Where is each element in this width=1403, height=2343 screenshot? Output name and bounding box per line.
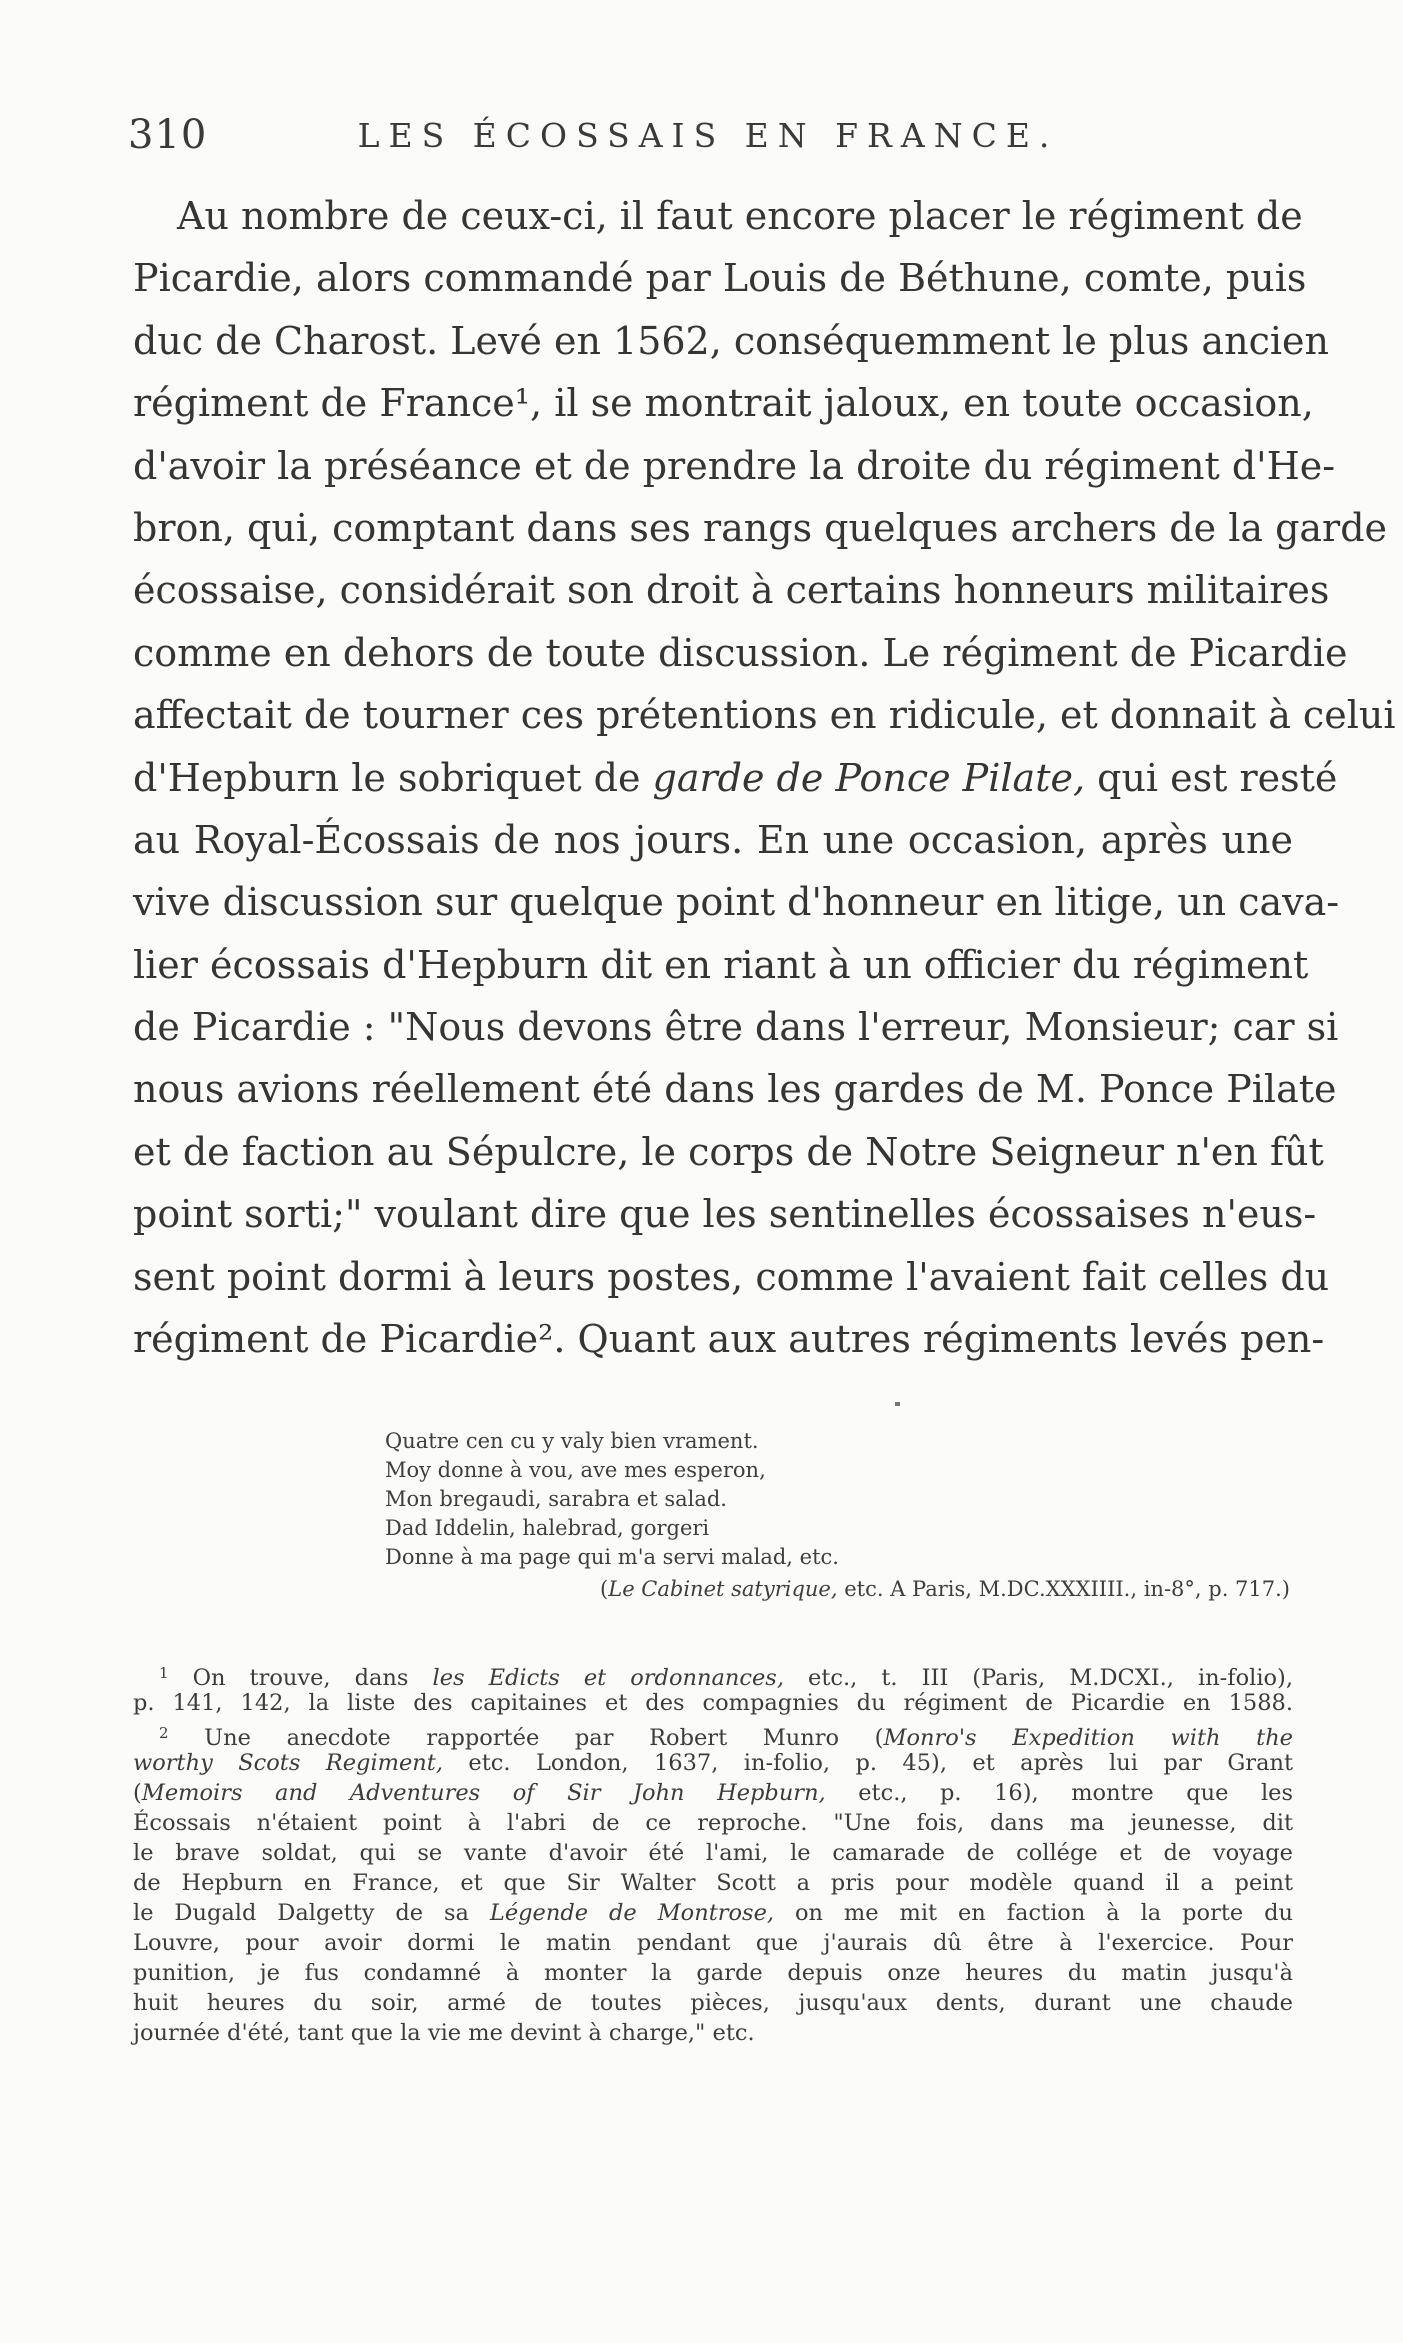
text-line: bron, qui, comptant dans ses rangs quelques archers de la garde [133,505,1388,550]
text-line: régiment de Picardie². Quant aux autres régiments levés pen- [133,1317,1325,1362]
poem-line: Moy donne à vou, ave mes esperon, [385,1458,766,1482]
text-run: ( [133,1780,142,1806]
text-line: lier écossais d'Hepburn dit en riant à un officier du régiment [133,942,1309,987]
running-header [128,112,1288,172]
text-line: affectait de tourner ces prétentions en ridicule, et donnait à celui [133,693,1396,738]
text-line: duc de Charost. Levé en 1562, conséquemment le plus ancien [133,318,1329,363]
footnote-line [133,1688,1293,1718]
text-run: on me mit en faction à la porte du [774,1900,1293,1926]
italic-title: Memoirs and Adventures of Sir John Hepburn, [141,1780,826,1806]
text-line: Au nombre de ceux-ci, il faut encore placer le régiment de [177,194,1303,238]
text-run: qui est resté [1085,755,1338,800]
text-run: etc., p. 16), montre que les [825,1780,1293,1806]
text-line: d'avoir la préséance et de prendre la droite du régiment d'He- [133,443,1336,488]
running-title: LES ÉCOSSAIS EN FRANCE. [357,116,1059,155]
footnote-line [133,1928,1293,1958]
footnote-marker: 1 [159,1664,169,1682]
footnote-line [133,1658,1293,1691]
main-text [133,185,1396,1370]
text-run: On trouve, dans [168,1665,433,1691]
italic-title: Légende de Montrose, [489,1900,775,1926]
text-run: d'Hepburn le sobriquet de [133,755,653,800]
footnotes [133,1658,1293,2048]
text-run: etc. A Paris, M.DC.XXXIIII., in-8°, p. 717.) [837,1577,1290,1601]
poem-line: Donne à ma page qui m'a servi malad, etc. [385,1545,839,1569]
poem-citation [385,1572,1290,1606]
footnote-line [133,1898,1293,1928]
text-line [133,747,1338,809]
text-line: vive discussion sur quelque point d'honneur en litige, un cava- [133,880,1340,925]
text-run: etc. London, 1637, in-folio, p. 45), et après lui par Grant [443,1750,1294,1776]
text-run: punition, je fus condamné à monter la garde depuis onze heures du matin jusqu'à [133,1960,1293,1986]
footnote-marker: 2 [159,1724,169,1742]
text-run: journée d'été, tant que la vie me devint à charge," etc. [133,2020,755,2046]
quoted-poem [385,1427,1290,1606]
italic-title: Le Cabinet satyrique, [608,1577,838,1601]
italic-title: garde de Ponce Pilate, [652,755,1086,800]
text-line: régiment de France¹, il se montrait jaloux, en toute occasion, [133,381,1314,426]
footnote-line [133,1748,1293,1778]
italic-title: worthy Scots Regiment, [133,1750,443,1776]
text-line: point sorti;" voulant dire que les sentinelles écossaises n'eus- [133,1192,1317,1237]
text-run: Une anecdote rapportée par Robert Munro ( [168,1725,884,1751]
footnote-divider-mark [895,1402,900,1406]
italic-title: Monro's Expedition with the [883,1725,1294,1751]
text-run: huit heures du soir, armé de toutes pièces, jusqu'aux dents, durant une chaude [133,1990,1293,2016]
text-run: ( [600,1577,609,1601]
text-line: comme en dehors de toute discussion. Le régiment de Picardie [133,630,1348,675]
text-line: sent point dormi à leurs postes, comme l'avaient fait celles du [133,1254,1330,1299]
text-line: au Royal-Écossais de nos jours. En une occasion, après une [133,817,1293,862]
text-run: Louvre, pour avoir dormi le matin pendant que j'aurais dû être à l'exercice. Pour [133,1930,1293,1956]
text-run: etc., t. III (Paris, M.DCXI., in-folio), [784,1665,1293,1691]
italic-title: les Edicts et ordonnances, [432,1665,784,1691]
footnote-line [133,1718,1294,1751]
footnote-line [133,2018,1293,2048]
text-run: le Dugald Dalgetty de sa [133,1900,490,1926]
text-line: de Picardie : "Nous devons être dans l'erreur, Monsieur; car si [133,1005,1339,1050]
footnote-line [133,1838,1293,1868]
text-run: le brave soldat, qui se vante d'avoir été l'ami, le camarade de collége et de voyage [133,1840,1293,1866]
page-number: 310 [128,112,208,158]
poem-line: Dad Iddelin, halebrad, gorgeri [385,1516,710,1540]
footnote-line [133,1778,1293,1808]
text-run: p. 141, 142, la liste des capitaines et des compagnies du régiment de Picardie en 1588. [133,1690,1293,1716]
text-line: et de faction au Sépulcre, le corps de Notre Seigneur n'en fût [133,1129,1324,1174]
footnote-line [133,1958,1293,1988]
text-line: Picardie, alors commandé par Louis de Béthune, comte, puis [133,256,1307,301]
text-line: écossaise, considérait son droit à certains honneurs militaires [133,568,1330,613]
text-run: Écossais n'étaient point à l'abri de ce reproche. "Une fois, dans ma jeunesse, dit [133,1810,1293,1836]
footnote-line [133,1868,1293,1898]
text-line: nous avions réellement été dans les gardes de M. Ponce Pilate [133,1067,1337,1112]
footnote-line [133,1988,1293,2018]
poem-line: Mon bregaudi, sarabra et salad. [385,1487,727,1511]
poem-line: Quatre cen cu y valy bien vrament. [385,1429,759,1453]
footnote-line [133,1808,1293,1838]
text-run: de Hepburn en France, et que Sir Walter Scott a pris pour modèle quand il a peint [133,1870,1293,1896]
